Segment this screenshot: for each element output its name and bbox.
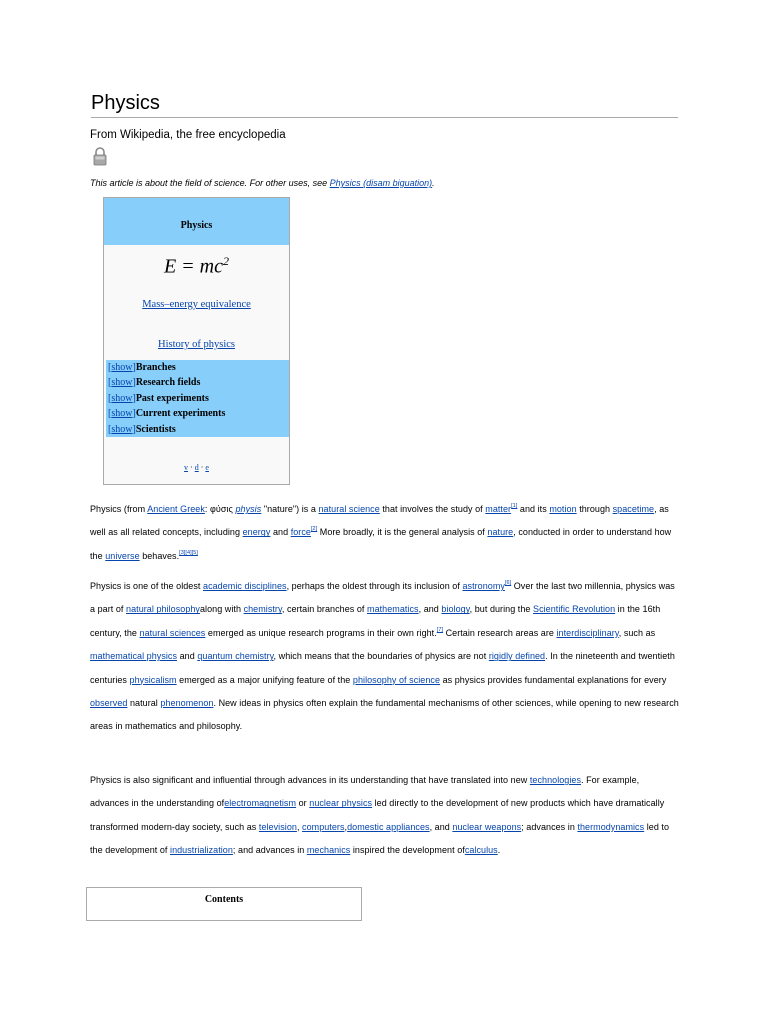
tagline: From Wikipedia, the free encyclopedia — [90, 129, 286, 141]
link-matter[interactable]: matter — [485, 504, 512, 514]
link-computers[interactable]: computers — [302, 821, 345, 832]
link-energy[interactable]: energy — [242, 527, 271, 538]
link-natural-philosophy[interactable]: natural philosophy — [126, 604, 200, 615]
lock-icon[interactable] — [93, 146, 107, 166]
paragraph-2: Physics is one of the oldest academic disciplines, perhaps the oldest through its inclusion of astronomy[6] Over the last two millennia, physics was a part of natural philosophyalong with chemistry, certain branches of mathematics, and biology, but during the Scientific Revolution in the 16th century, the natural sciences emerged as unique research programs in their own right.[7] Certain research areas are interdisciplinary, such as mathematical physics and quantum chemistry, which means that the boundaries of physics are not rigidly defined. In the nineteenth and twentieth centuries physicalism emerged as a major unifying feature of the philosophy of science as physics provides fundamental explanations for every observed natural phenomenon. New ideas in physics often explain the fundamental mechanisms of other sciences, while opening to new research areas in mathematics and philosophy. — [90, 580, 679, 732]
infobox-row-past-experiments — [106, 391, 289, 406]
link-universe[interactable]: universe — [105, 550, 140, 561]
link-calculus[interactable]: calculus — [464, 845, 498, 856]
link-quantum-chemistry[interactable]: quantum chemistry — [197, 651, 274, 662]
link-ancient-greek[interactable]: Ancient Greek — [147, 504, 205, 514]
infobox-row-scientists — [106, 422, 289, 437]
infobox-row-research-fields — [106, 375, 289, 390]
link-mechanics[interactable]: mechanics — [306, 845, 351, 856]
infobox-row-current-experiments — [106, 406, 289, 421]
view-link[interactable]: v — [184, 463, 189, 472]
link-physis[interactable]: physis — [235, 504, 262, 514]
link-phenomenon[interactable]: phenomenon — [160, 698, 214, 709]
link-biology[interactable]: biology — [441, 604, 470, 615]
formula — [104, 254, 289, 279]
discuss-link[interactable]: d — [194, 463, 199, 472]
link-physicalism[interactable]: physicalism — [129, 674, 177, 685]
link-observed[interactable]: observed — [90, 698, 128, 709]
row-label: Branches — [135, 362, 176, 373]
page-title: Physics — [91, 92, 160, 114]
citation[interactable]: [3][4][5] — [179, 549, 198, 556]
row-label: Scientists — [135, 423, 176, 435]
link-spacetime[interactable]: spacetime — [612, 504, 655, 514]
formula-text: E = mc — [163, 255, 224, 278]
citation[interactable]: [1] — [511, 503, 518, 509]
history-of-physics-link[interactable]: History of physics — [158, 339, 235, 350]
show-toggle[interactable]: [show] — [108, 392, 136, 404]
infobox — [103, 197, 290, 485]
formula-exponent: 2 — [223, 254, 230, 268]
link-rigidly-defined[interactable]: rigidly defined — [488, 651, 546, 662]
link-nature[interactable]: nature — [487, 527, 514, 538]
link-scientific-revolution[interactable]: Scientific Revolution — [533, 604, 616, 615]
link-mathematics[interactable]: mathematics — [367, 604, 419, 615]
hatnote-end: . — [432, 178, 435, 188]
link-interdisciplinary[interactable]: interdisciplinary — [556, 627, 619, 638]
infobox-row-branches — [106, 360, 289, 375]
link-nuclear-physics[interactable]: nuclear physics — [309, 798, 373, 809]
hatnote — [90, 178, 435, 188]
link-natural-sciences[interactable]: natural sciences — [139, 627, 206, 638]
citation[interactable]: [7] — [436, 626, 444, 633]
link-industrialization[interactable]: industrialization — [170, 845, 233, 856]
show-toggle[interactable]: [show] — [108, 377, 136, 389]
paragraph-1: Physics (from Ancient Greek: φύσις physis "nature") is a natural science that involves the study of matter[1] and its motion through spacetime, as well as all related concepts, including energy and force[2] More broadly, it is the general analysis of nature, conducted in order to understand how the universe behaves.[3][4][5] — [90, 503, 672, 561]
link-philosophy-of-science[interactable]: philosophy of science — [352, 674, 441, 685]
link-astronomy[interactable]: astronomy — [462, 581, 505, 591]
citation[interactable]: [6] — [504, 580, 512, 586]
mass-energy-link[interactable]: Mass–energy equivalence — [142, 299, 251, 310]
link-force[interactable]: force — [290, 527, 311, 538]
infobox-sections — [106, 360, 289, 437]
link-chemistry[interactable]: chemistry — [243, 604, 282, 615]
citation[interactable]: [2] — [310, 526, 318, 533]
title-divider — [91, 117, 678, 118]
link-thermodynamics[interactable]: thermodynamics — [577, 821, 645, 832]
link-television[interactable]: television — [258, 821, 297, 832]
link-electromagnetism[interactable]: electromagnetism — [224, 798, 297, 809]
link-domestic-appliances[interactable]: domestic appliances — [347, 821, 430, 832]
infobox-heading: Physics — [104, 198, 289, 245]
link-nuclear-weapons[interactable]: nuclear weapons — [452, 821, 522, 832]
row-label: Past experiments — [135, 392, 209, 404]
link-mathematical-physics[interactable]: mathematical physics — [90, 651, 178, 662]
edit-link[interactable]: e — [205, 463, 209, 472]
hatnote-text: This article is about the field of science. For other uses, see — [90, 178, 330, 188]
navbox-links: v · d · e — [184, 463, 209, 472]
show-toggle[interactable]: [show] — [108, 362, 136, 373]
disambiguation-link[interactable]: Physics (disam biguation) — [329, 178, 433, 188]
show-toggle[interactable]: [show] — [108, 423, 136, 435]
link-motion[interactable]: motion — [549, 504, 577, 514]
row-label: Current experiments — [135, 408, 226, 420]
link-technologies[interactable]: technologies — [529, 775, 582, 785]
link-academic-disciplines[interactable]: academic disciplines — [203, 581, 287, 591]
table-of-contents: Contents — [86, 887, 362, 921]
row-label: Research fields — [135, 377, 201, 389]
show-toggle[interactable]: [show] — [108, 408, 136, 420]
link-natural-science[interactable]: natural science — [318, 504, 380, 514]
paragraph-3: Physics is also significant and influential through advances in its understanding that have translated into new technologies. For example, advances in the understanding ofelectromagnetism or nuclear physics led directly to the development of new products which have dramatically transformed modern-day society, such as television, computers,domestic appliances, and nuclear weapons; advances in thermodynamics led to the development of industrialization; and advances in mechanics inspired the development ofcalculus. — [90, 775, 670, 856]
